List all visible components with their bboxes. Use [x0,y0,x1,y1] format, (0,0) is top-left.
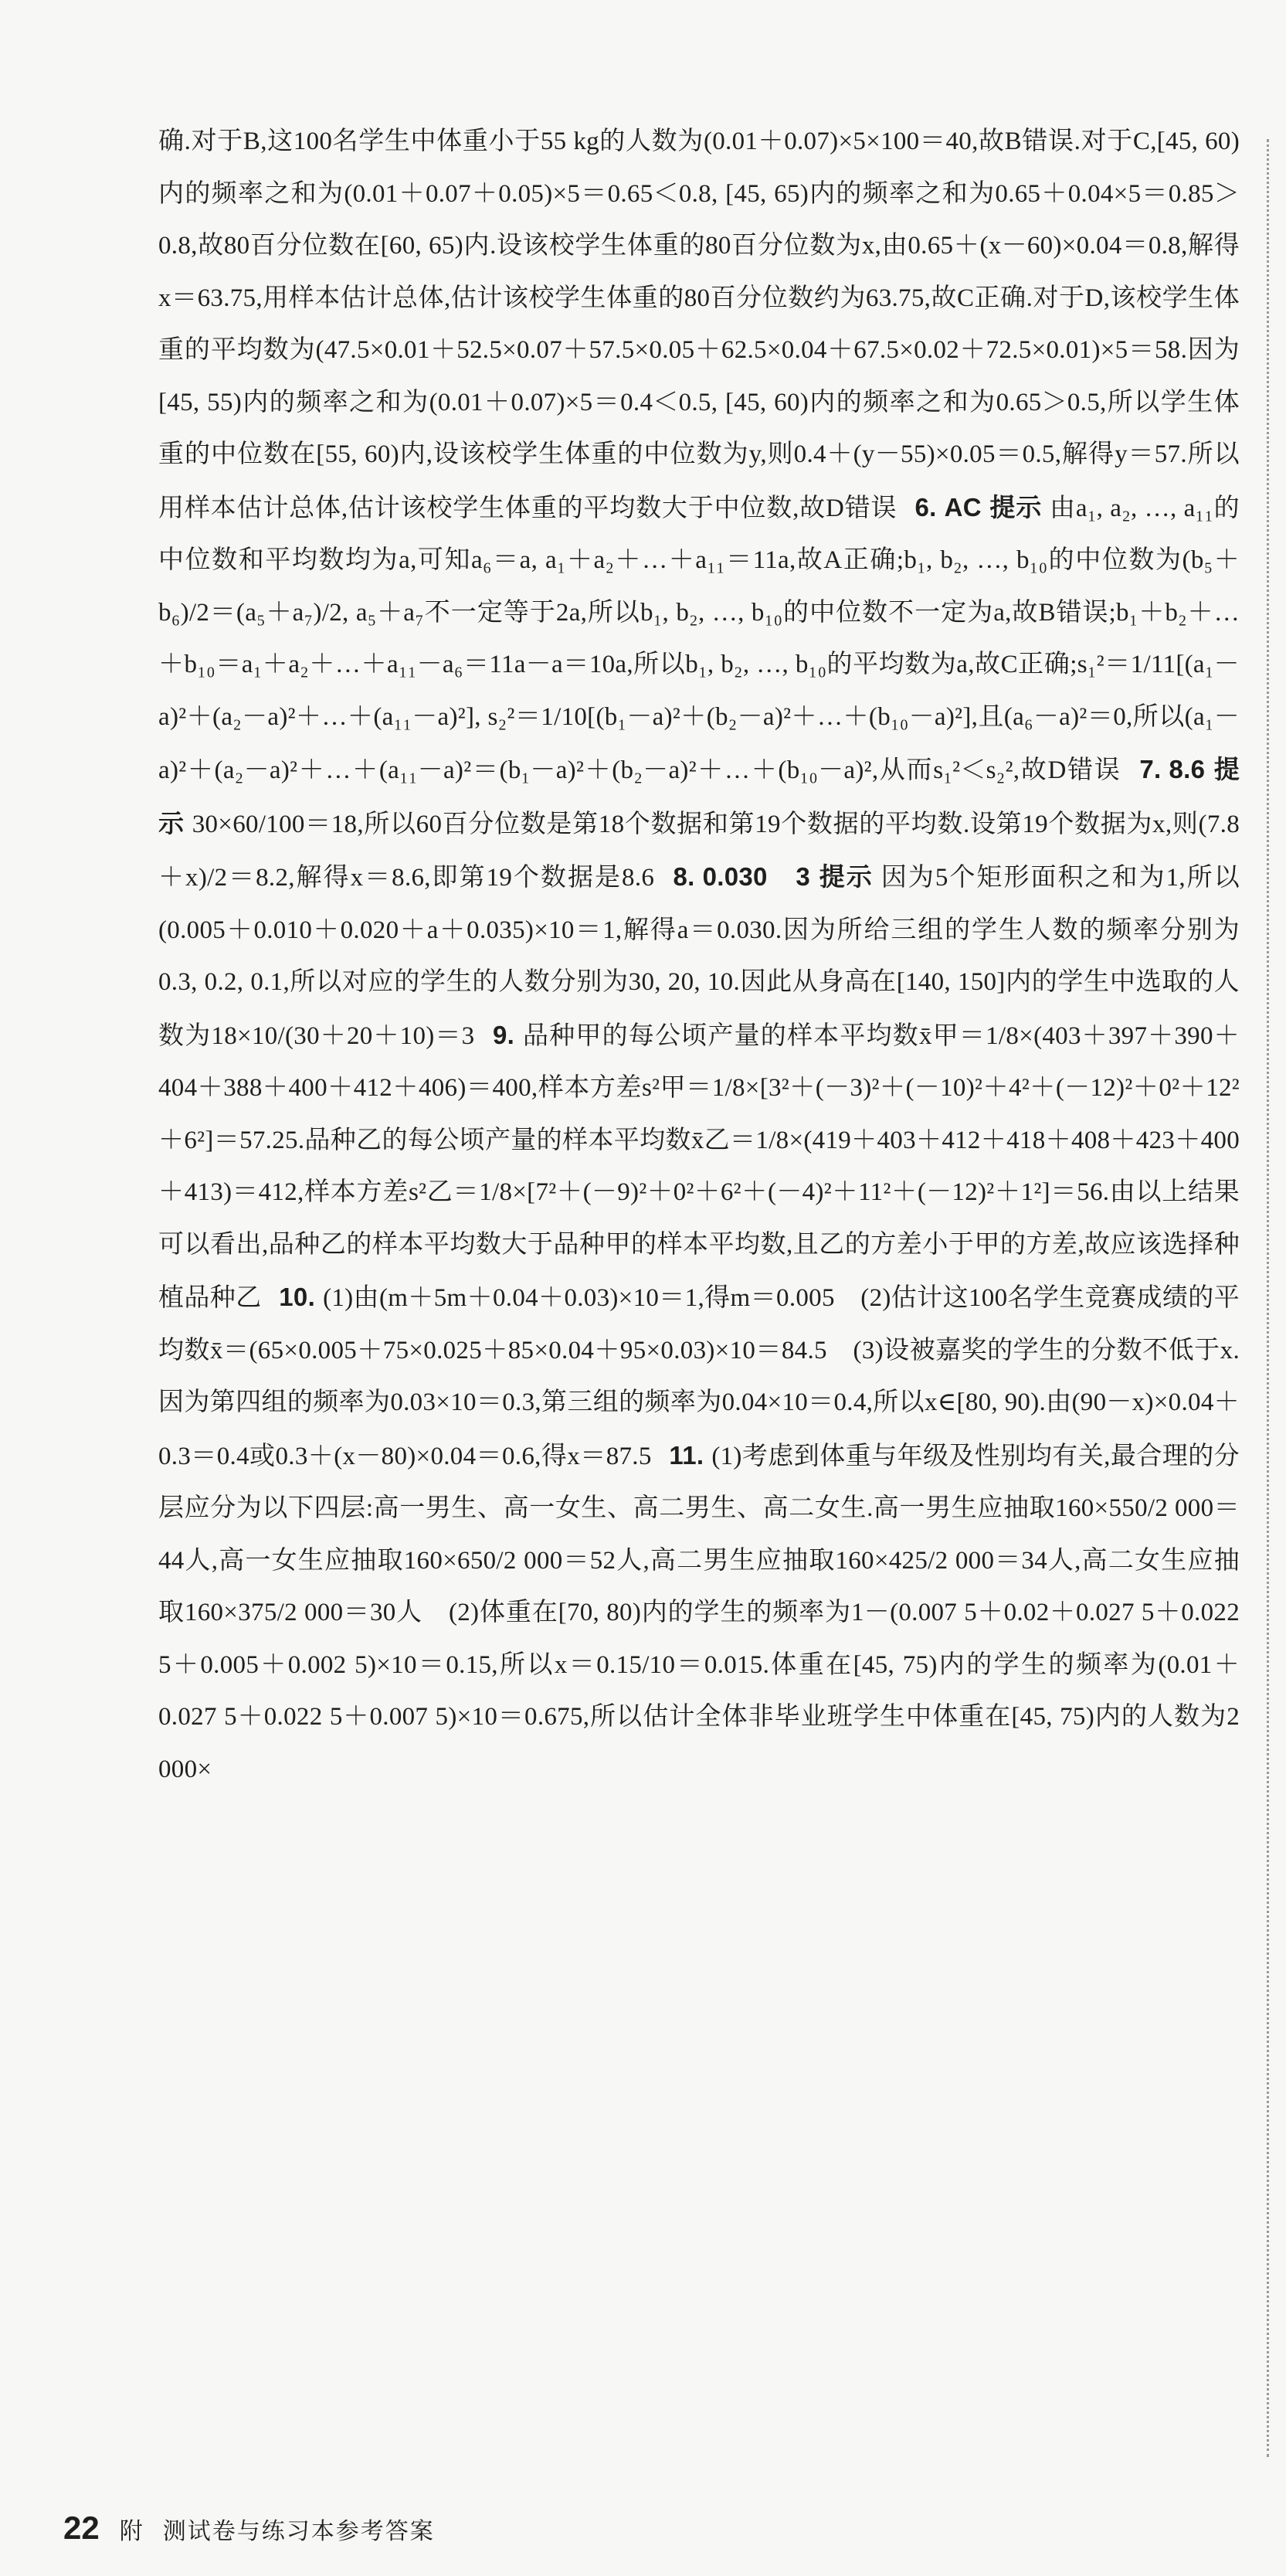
question-number-8: 8. [673,862,695,891]
answer-text-8: 因为5个矩形面积之和为1,所以(0.005＋0.010＋0.020＋a＋0.035)×10＝1,解得a＝0.030.因为所给三组的学生人数的频率分别为0.3, 0.2, 0.1,所以对应的学生的人数分别为30, 20, 10.因此从身高在[140, 150]内的学生中选取的人数为18×10/(30＋20＋10)＝3 [158,864,1240,1050]
paragraph-text: 确.对于B,这100名学生中体重小于55 kg的人数为(0.01＋0.07)×5×100＝40,故B错误.对于C,[45, 60)内的频率之和为(0.01＋0.07＋0.05)×5＝0.65＜0.8, [45, 65)内的频率之和为0.65＋0.04×5＝0.85＞0.8,故80百分位数在[60, 65)内.设该校学生体重的80百分位数为x,由0.65＋(x－60)×0.04＝0.8,解得x＝63.75,用样本估计总体,估计该校学生体重的80百分位数约为63.75,故C正确.对于D,该校学生体重的平均数为(47.5×0.01＋52.5×0.07＋57.5×0.05＋62.5×0.04＋67.5×0.02＋72.5×0.01)×5＝58.因为[45, 55)内的频率之和为(0.01＋0.07)×5＝0.4＜0.5, [45, 60)内的频率之和为0.65＞0.5,所以学生体重的中位数在[55, 60)内,设该校学生体重的中位数为y,则0.4＋(y－55)×0.05＝0.5,解得y＝57.所以用样本估计总体,估计该校学生体重的平均数大于中位数,故D错误 [158,127,1240,522]
question-number-10: 10. [279,1283,316,1311]
footer-section-label: 附 [119,2519,144,2544]
page-edge-dotted-rule [1267,139,1269,2457]
question-number-6: 6. [914,492,937,522]
hint-label-6: 提示 [989,492,1043,522]
hint-label-8: 提示 [818,862,874,891]
answer-text-6: 由a₁, a₂, …, a₁₁的中位数和平均数均为a,可知a₆＝a, a₁＋a₂＋…＋a₁₁＝11a,故A正确;b₁, b₂, …, b₁₀的中位数为(b₅＋b₆)/2＝(a₅＋a₇)/2, a₅＋a₇不一定等于2a,所以b₁, b₂, …, b₁₀的中位数不一定为a,故B错误;b₁＋b₂＋…＋b₁₀＝a₁＋a₂＋…＋a₁₁－a₆＝11a－a＝10a,所以b₁, b₂, …, b₁₀的平均数为a,故C正确;s₁²＝1/11[(a₁－a)²＋(a₂－a)²＋…＋(a₁₁－a)²], s₂²＝1/10[(b₁－a)²＋(b₂－a)²＋…＋(b₁₀－a)²],且(a₆－a)²＝0,所以(a₁－a)²＋(a₂－a)²＋…＋(a₁₁－a)²＝(b₁－a)²＋(b₂－a)²＋…＋(b₁₀－a)²,从而s₁²＜s₂²,故D错误 [158,494,1240,784]
question-number-11: 11. [669,1440,704,1470]
answer-7: 8.6 [1169,755,1206,783]
question-number-9: 9. [492,1020,515,1049]
answer-text-11: (1)考虑到体重与年级及性别均有关,最合理的分层应分为以下四层:高一男生、高一女生、高二男生、高二女生.高一男生应抽取160×550/2 000＝44人,高一女生应抽取160×650/2 000＝52人,高二男生应抽取160×425/2 000＝34人,高二女生应抽取160×375/2 000＝30人 (2)体重在[70, 80)内的学生的频率为1－(0.007 5＋0.02＋0.027 5＋0.022 5＋0.005＋0.002 5)×10＝0.15,所以x＝0.15/10＝0.015.体重在[45, 75)内的学生的频率为(0.01＋0.027 5＋0.022 5＋0.007 5)×10＝0.675,所以估计全体非毕业班学生中体重在[45, 75)内的人数为2 000× [158,1442,1240,1783]
footer-title [120,2512,435,2546]
answer-text-7: 30×60/100＝18,所以60百分位数是第18个数据和第19个数据的平均数.设第19个数据为x,则(7.8＋x)/2＝8.2,解得x＝8.6,即第19个数据是8.6 [158,810,1240,892]
page-number: 22 [63,2510,100,2546]
answer-text-10: (1)由(m＋5m＋0.04＋0.03)×10＝1,得m＝0.005 (2)估计这100名学生竞赛成绩的平均数x̄＝(65×0.005＋75×0.025＋85×0.04＋95×0.03)×10＝84.5 (3)设被嘉奖的学生的分数不低于x.因为第四组的频率为0.03×10＝0.3,第三组的频率为0.04×10＝0.4,所以x∈[80, 90).由(90－x)×0.04＋0.3＝0.4或0.3＋(x－80)×0.04＝0.6,得x＝87.5 [158,1284,1240,1470]
page-footer [63,2510,435,2547]
footer-book-title: 测试卷与练习本参考答案 [162,2519,435,2544]
question-number-7: 7. [1139,755,1162,783]
answer-8: 0.030 3 [702,862,811,891]
answer-text-block [158,116,1240,1796]
hint-label-7: 提示 [158,755,1240,838]
answer-text-9: 品种甲的每公顷产量的样本平均数x̄甲＝1/8×(403＋397＋390＋404＋388＋400＋412＋406)＝400,样本方差s²甲＝1/8×[3²＋(－3)²＋(－10)²＋4²＋(－12)²＋0²＋12²＋6²]＝57.25.品种乙的每公顷产量的样本平均数x̄乙＝1/8×(419＋403＋412＋418＋408＋423＋400＋413)＝412,样本方差s²乙＝1/8×[7²＋(－9)²＋0²＋6²＋(－4)²＋11²＋(－12)²＋1²]＝56.由以上结果可以看出,品种乙的样本平均数大于品种甲的样本平均数,且乙的方差小于甲的方差,故应该选择种植品种乙 [158,1021,1240,1312]
answer-paragraph-5-continued [158,116,1240,1796]
answer-6: AC [944,492,982,522]
